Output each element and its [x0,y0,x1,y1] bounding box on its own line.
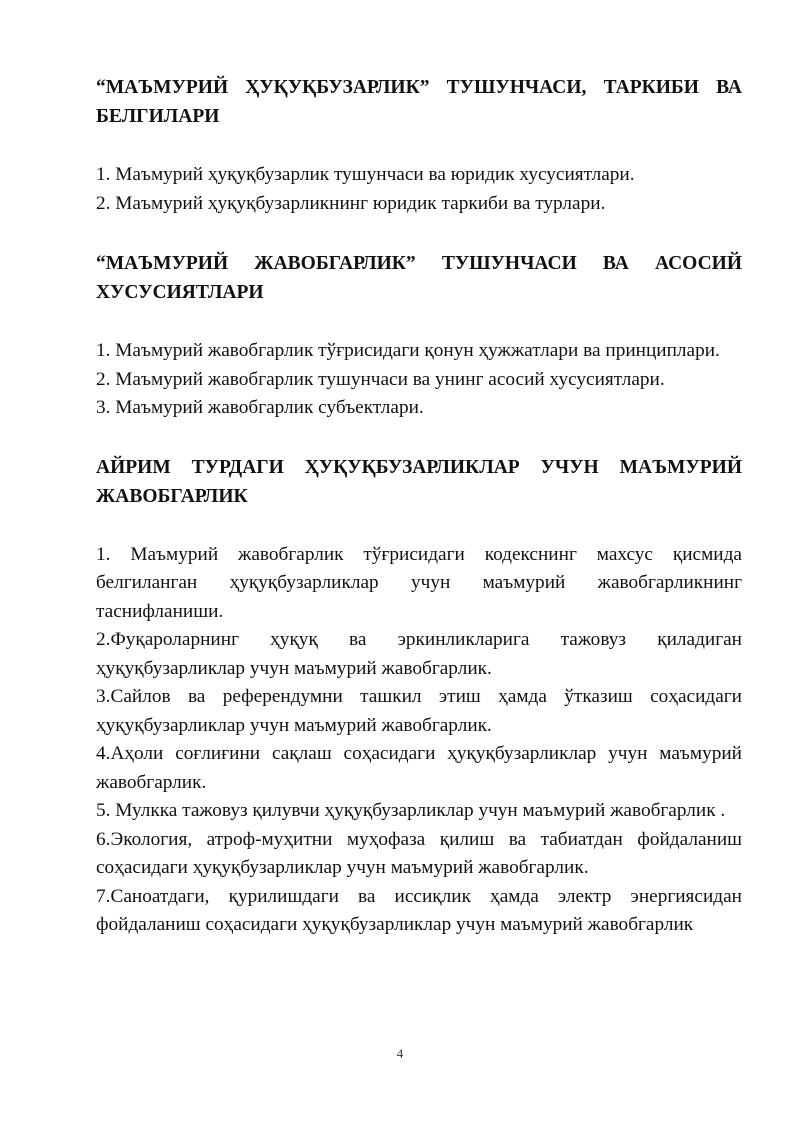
list-item: 6.Экология, атроф-муҳитни муҳофаза қилиш ва табиатдан фойдаланиш соҳасидаги ҳуқуқбузарликлар учун маъмурий жавобгарлик. [96,828,742,878]
list-item: 3.Сайлов ва референдумни ташкил этиш ҳамда ўтказиш соҳасидаги ҳуқуқбузарликлар учун маъмурий жавобгарлик. [96,686,742,736]
list-item: 1. Маъмурий жавобгарлик тўғрисидаги қонун ҳужжатлари ва принциплари. [96,340,720,361]
section-administrative-offense [96,73,742,218]
item-list [96,337,742,423]
item-list [96,161,742,218]
item-list [96,541,742,940]
section-title: “МАЪМУРИЙ ҲУҚУҚБУЗАРЛИК” ТУШУНЧАСИ, ТАРКИБИ ВА БЕЛГИЛАРИ [96,77,742,127]
section-administrative-liability [96,249,742,423]
list-item: 2. Маъмурий жавобгарлик тушунчаси ва унинг асосий хусусиятлари. [96,368,665,390]
list-item: 1. Маъмурий ҳуқуқбузарлик тушунчаси ва юридик хусусиятлари. [96,164,635,185]
section-title: “МАЪМУРИЙ ЖАВОБГАРЛИК” ТУШУНЧАСИ ВА АСОСИЙ ХУСУСИЯТЛАРИ [96,253,742,303]
list-item: 5. Мулкка тажовуз қилувчи ҳуқуқбузарликлар учун маъмурий жавобгарлик . [96,800,726,821]
section-specific-offenses [96,453,742,940]
list-item: 2. Маъмурий ҳуқуқбузарликнинг юридик таркиби ва турлари. [96,192,606,214]
document-page [96,73,742,940]
section-title: АЙРИМ ТУРДАГИ ҲУҚУҚБУЗАРЛИКЛАР УЧУН МАЪМУРИЙ ЖАВОБГАРЛИК [96,456,742,507]
list-item: 3. Маъмурий жавобгарлик субъектлари. [96,397,424,418]
list-item: 1. Маъмурий жавобгарлик тўғрисидаги кодекснинг махсус қисмида белгиланган ҳуқуқбузарликлар учун маъмурий жавобгарликнинг таснифланиши. [96,543,742,622]
page-number: 4 [396,1046,404,1061]
list-item: 4.Аҳоли соғлиғини сақлаш соҳасидаги ҳуқуқбузарликлар учун маъмурий жавобгарлик. [96,743,742,793]
list-item: 2.Фуқароларнинг ҳуқуқ ва эркинликларига тажовуз қиладиган ҳуқуқбузарликлар учун маъмурий жавобгарлик. [96,629,742,679]
list-item: 7.Саноатдаги, қурилишдаги ва иссиқлик ҳамда электр энергиясидан фойдаланиш соҳасидаги ҳуқуқбузарликлар учун маъмурий жавобгарлик [96,885,742,935]
